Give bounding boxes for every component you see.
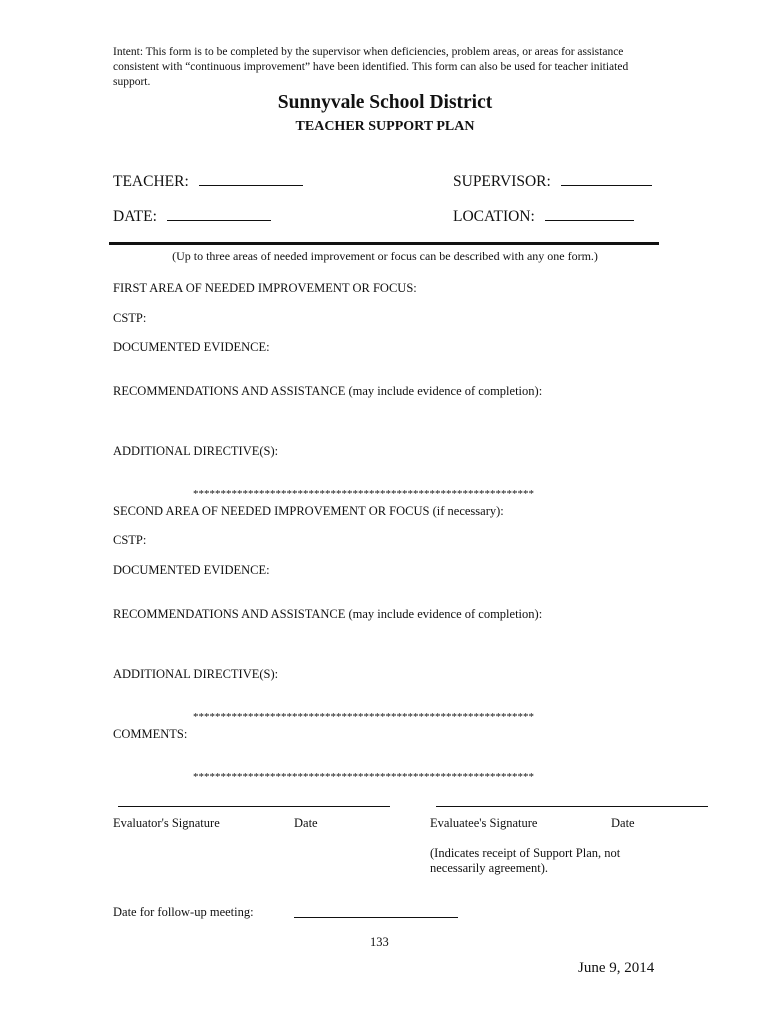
receipt-note-line2: necessarily agreement). — [430, 861, 548, 875]
followup-date-line[interactable] — [294, 917, 458, 918]
date-input-line[interactable] — [167, 206, 271, 221]
area1-title: FIRST AREA OF NEEDED IMPROVEMENT OR FOCUS: — [113, 281, 417, 295]
teacher-field — [113, 171, 303, 191]
supervisor-input-line[interactable] — [561, 171, 652, 186]
separator-1: ************************************************************** — [193, 488, 534, 500]
evaluator-signature-line[interactable] — [118, 806, 390, 807]
page-number: 133 — [370, 935, 389, 949]
separator-3: ************************************************************** — [193, 771, 534, 783]
area1-recommendations: RECOMMENDATIONS AND ASSISTANCE (may include evidence of completion): — [113, 384, 543, 398]
location-label: LOCATION: — [453, 208, 535, 225]
district-title: Sunnyvale School District — [277, 92, 493, 113]
evaluator-date-label: Date — [294, 816, 318, 830]
date-label: DATE: — [113, 208, 157, 225]
areas-note: (Up to three areas of needed improvement or focus can be described with any one form.) — [172, 249, 598, 263]
comments-label: COMMENTS: — [113, 727, 188, 741]
location-field — [453, 206, 634, 226]
intent-paragraph: Intent: This form is to be completed by the supervisor when deficiencies, problem areas, or areas for assistance consistent with “continuous improvement” have been identified. This form can also be used for teacher initiated support. — [113, 46, 629, 88]
footer-date: June 9, 2014 — [578, 960, 655, 976]
area2-recommendations: RECOMMENDATIONS AND ASSISTANCE (may include evidence of completion): — [113, 607, 543, 621]
separator-2: ************************************************************** — [193, 711, 534, 723]
followup-label: Date for follow-up meeting: — [113, 905, 254, 919]
area2-evidence: DOCUMENTED EVIDENCE: — [113, 563, 270, 577]
evaluatee-date-label: Date — [611, 816, 635, 830]
area2-cstp: CSTP: — [113, 533, 147, 547]
date-field — [113, 206, 271, 226]
teacher-label: TEACHER: — [113, 173, 189, 190]
area2-title: SECOND AREA OF NEEDED IMPROVEMENT OR FOCUS (if necessary): — [113, 504, 504, 518]
header-divider — [109, 242, 659, 245]
supervisor-label: SUPERVISOR: — [453, 173, 551, 190]
area1-evidence: DOCUMENTED EVIDENCE: — [113, 340, 270, 354]
receipt-note-line1: (Indicates receipt of Support Plan, not — [430, 846, 621, 860]
form-title: TEACHER SUPPORT PLAN — [295, 119, 475, 134]
location-input-line[interactable] — [545, 206, 634, 221]
area2-directives: ADDITIONAL DIRECTIVE(S): — [113, 667, 279, 681]
evaluator-signature-label: Evaluator's Signature — [113, 816, 220, 830]
supervisor-field — [453, 171, 652, 191]
area1-cstp: CSTP: — [113, 311, 147, 325]
evaluatee-signature-line[interactable] — [436, 806, 708, 807]
teacher-input-line[interactable] — [199, 171, 303, 186]
area1-directives: ADDITIONAL DIRECTIVE(S): — [113, 444, 279, 458]
evaluatee-signature-label: Evaluatee's Signature — [430, 816, 538, 830]
